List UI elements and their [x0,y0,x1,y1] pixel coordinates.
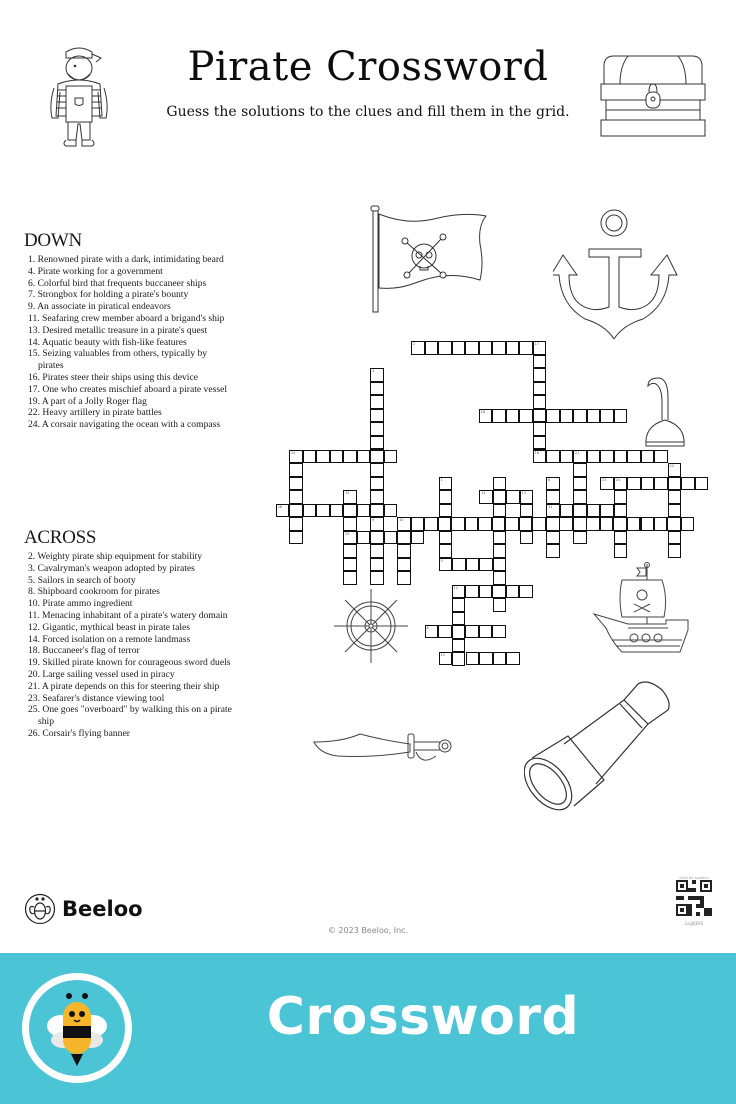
grid-cell[interactable] [546,450,560,464]
grid-cell[interactable] [614,544,628,558]
grid-cell[interactable] [560,450,574,464]
grid-cell[interactable] [600,517,614,531]
clue-number: 9 [372,518,375,522]
grid-cell[interactable] [493,544,507,558]
grid-cell[interactable] [384,504,398,518]
grid-cell[interactable] [505,517,519,531]
page-title: Pirate Crossword [187,44,549,90]
grid-cell[interactable] [478,517,492,531]
grid-cell[interactable] [343,558,357,572]
pirate-ship-icon [592,562,692,662]
grid-cell[interactable] [493,598,507,612]
clue-across: 25. One goes "overboard" by walking this on a pirate ship [28,704,232,728]
grid-cell[interactable] [520,504,534,518]
clue-number: 3 [440,558,443,563]
clue-down: 4. Pirate working for a government [28,265,163,277]
grid-cell[interactable] [492,409,506,423]
grid-cell[interactable] [573,450,587,464]
grid-cell[interactable] [330,504,344,518]
clue-down: 9. An associate in piratical endeavors [28,301,171,313]
grid-cell[interactable] [439,544,453,558]
grid-cell[interactable] [533,422,547,436]
grid-cell[interactable] [613,517,627,531]
bee-logo-icon [24,893,56,925]
grid-cell[interactable] [439,531,453,545]
grid-cell[interactable] [343,490,357,504]
grid-cell[interactable] [614,450,628,464]
clue-down: 14. Aquatic beauty with fish-like features [28,336,187,348]
grid-cell[interactable] [289,450,303,464]
grid-cell[interactable] [370,382,384,396]
grid-cell[interactable] [357,504,371,518]
grid-cell[interactable] [343,544,357,558]
grid-cell[interactable] [452,652,466,666]
grid-cell[interactable] [479,625,493,639]
grid-cell[interactable] [425,625,439,639]
grid-cell[interactable] [492,341,506,355]
grid-cell[interactable] [586,517,600,531]
grid-cell[interactable] [370,463,384,477]
qr-code-icon [676,880,712,916]
grid-cell[interactable] [384,531,398,545]
brand-name: Beeloo [62,897,143,921]
clue-across: 2. Weighty pirate ship equipment for stability [28,551,203,562]
grid-cell[interactable] [546,477,560,491]
clue-across: 10. Pirate ammo ingredient [28,598,133,610]
grid-cell[interactable] [668,531,682,545]
grid-cell[interactable] [343,531,357,545]
grid-cell[interactable] [493,571,507,585]
grid-cell[interactable] [654,450,668,464]
clue-number: 24 [291,450,296,455]
grid-cell[interactable] [546,544,560,558]
clue-across: 19. Skilled pirate known for courageous sword duels [28,657,231,669]
grid-cell[interactable] [519,517,533,531]
grid-cell[interactable] [506,409,520,423]
clue-across: 21. A pirate depends on this for steering their ship [28,680,220,692]
grid-cell[interactable] [370,368,384,382]
spyglass-icon [524,680,674,814]
grid-cell[interactable] [289,504,303,518]
clue-number: 13 [521,491,526,495]
grid-cell[interactable] [465,341,479,355]
grid-cell[interactable] [370,450,384,464]
grid-cell[interactable] [276,504,290,518]
grid-cell[interactable] [452,639,466,653]
grid-cell[interactable] [466,558,480,572]
clue-down: 11. Seafaring crew member aboard a brigand's ship [28,312,225,324]
grid-cell[interactable] [614,531,628,545]
grid-cell[interactable] [533,395,547,409]
clue-across: 11. Menacing inhabitant of a pirate's watery domain [28,609,228,621]
grid-cell[interactable] [533,436,547,450]
cutlass-icon [312,730,458,774]
clue-down: 1. Renowned pirate with a dark, intimidating beard [28,254,224,265]
clue-number: 22 [669,464,674,468]
grid-cell[interactable] [289,531,303,545]
grid-cell[interactable] [384,450,398,464]
grid-cell[interactable] [479,409,493,423]
grid-cell[interactable] [533,382,547,396]
beeloo-logo[interactable] [24,893,143,925]
grid-cell[interactable] [343,450,357,464]
grid-cell[interactable] [439,477,453,491]
down-clues [24,230,234,431]
grid-cell[interactable] [370,422,384,436]
grid-cell[interactable] [506,585,520,599]
grid-cell[interactable] [546,504,560,518]
grid-cell[interactable] [397,558,411,572]
grid-cell[interactable] [493,652,507,666]
grid-cell[interactable] [465,585,479,599]
grid-cell[interactable] [370,504,384,518]
grid-cell[interactable] [546,531,560,545]
grid-cell[interactable] [600,504,614,518]
grid-cell[interactable] [479,341,493,355]
grid-cell[interactable] [465,517,479,531]
grid-cell[interactable] [668,504,682,518]
grid-cell[interactable] [573,463,587,477]
clue-number: 12 [440,652,445,657]
grid-cell[interactable] [668,490,682,504]
grid-cell[interactable] [573,490,587,504]
grid-cell[interactable] [451,517,465,531]
grid-cell[interactable] [614,409,628,423]
pirate-hook-icon [638,372,688,448]
grid-cell[interactable] [560,504,574,518]
clue-number: 25 [345,531,350,536]
grid-cell[interactable] [357,531,371,545]
grid-cell[interactable] [452,341,466,355]
clue-down: 13. Desired metallic treasure in a pirate's quest [28,324,208,336]
clue-number: 14 [481,491,486,495]
grid-cell[interactable] [370,409,384,423]
grid-cell[interactable] [546,490,560,504]
clue-across: 18. Buccaneer's flag of terror [28,645,140,657]
clue-down: 15. Seizing valuables from others, typically by pirates [28,348,208,372]
grid-cell[interactable] [370,490,384,504]
grid-cell[interactable] [439,504,453,518]
clue-across: 3. Cavalryman's weapon adopted by pirates [28,562,195,574]
grid-cell[interactable] [479,652,493,666]
grid-cell[interactable] [370,544,384,558]
grid-cell[interactable] [614,490,628,504]
grid-cell[interactable] [370,477,384,491]
grid-cell[interactable] [438,341,452,355]
grid-cell[interactable] [573,504,587,518]
grid-cell[interactable] [479,490,493,504]
grid-cell[interactable] [452,612,466,626]
grid-cell[interactable] [439,490,453,504]
grid-cell[interactable] [546,409,560,423]
crossword-banner [0,953,736,1104]
grid-cell[interactable] [330,450,344,464]
grid-cell[interactable] [520,490,534,504]
grid-cell[interactable] [397,517,411,531]
grid-cell[interactable] [533,355,547,369]
down-heading: DOWN [24,230,82,251]
grid-cell[interactable] [439,558,453,572]
grid-cell[interactable] [452,585,466,599]
ship-wheel-icon [332,587,410,665]
grid-cell[interactable] [695,477,709,491]
grid-cell[interactable] [303,504,317,518]
clue-number: 18 [480,410,485,414]
grid-cell[interactable] [533,409,547,423]
grid-cell[interactable] [357,450,371,464]
grid-cell[interactable] [466,652,480,666]
grid-cell[interactable] [452,625,466,639]
grid-cell[interactable] [397,544,411,558]
grid-cell[interactable] [479,558,493,572]
clue-number: 11 [453,585,458,590]
grid-cell[interactable] [289,477,303,491]
grid-cell[interactable] [573,517,587,531]
grid-cell[interactable] [506,341,520,355]
grid-cell[interactable] [370,395,384,409]
grid-cell[interactable] [614,504,628,518]
clue-number: 11 [548,504,553,509]
grid-cell[interactable] [479,585,493,599]
grid-cell[interactable] [627,517,641,531]
grid-cell[interactable] [506,490,520,504]
pirate-character-icon [46,44,112,150]
grid-cell[interactable] [573,531,587,545]
anchor-icon [553,205,679,339]
clue-number: 10 [399,518,404,522]
clue-number: 23 [602,477,607,482]
clue-number: 6 [548,477,551,482]
grid-cell[interactable] [600,409,614,423]
grid-cell[interactable] [370,558,384,572]
grid-cell[interactable] [343,571,357,585]
grid-cell[interactable] [641,450,655,464]
clue-number: 4 [372,369,375,373]
treasure-chest-icon [600,52,706,138]
clue-down: 6. Colorful bird that frequents buccaneer ships [28,277,207,289]
across-heading: ACROSS [24,527,97,548]
grid-cell[interactable] [439,652,453,666]
grid-cell[interactable] [316,504,330,518]
clue-number: 15 [345,491,350,495]
qr-caption: Scan for solution [679,876,709,880]
grid-cell[interactable] [681,477,695,491]
clue-number: 2 [413,342,416,346]
grid-cell[interactable] [370,436,384,450]
grid-cell[interactable] [600,450,614,464]
grid-cell[interactable] [641,477,655,491]
grid-cell[interactable] [343,517,357,531]
clue-number: 24 [615,477,620,482]
grid-cell[interactable] [492,625,506,639]
grid-cell[interactable] [411,517,425,531]
grid-cell[interactable] [492,585,506,599]
grid-cell[interactable] [533,368,547,382]
grid-cell[interactable] [289,463,303,477]
grid-cell[interactable] [627,450,641,464]
solution-qr[interactable] [676,876,712,926]
grid-cell[interactable] [465,625,479,639]
grid-cell[interactable] [533,450,547,464]
grid-cell[interactable] [560,409,574,423]
clue-down: 7. Strongbox for holding a pirate's bounty [28,289,189,301]
grid-cell[interactable] [343,504,357,518]
grid-cell[interactable] [316,450,330,464]
grid-cell[interactable] [681,517,695,531]
clue-down: 24. A corsair navigating the ocean with a compass [28,419,221,431]
clue-number: 21 [575,450,580,455]
grid-cell[interactable] [519,341,533,355]
grid-cell[interactable] [493,477,507,491]
banner-label: Crossword [266,987,580,1047]
grid-cell[interactable] [654,517,668,531]
clue-number: 16 [534,450,539,455]
grid-cell[interactable] [289,517,303,531]
grid-cell[interactable] [370,531,384,545]
grid-cell[interactable] [532,517,546,531]
grid-cell[interactable] [370,517,384,531]
clue-across: 26. Corsair's flying banner [28,727,130,739]
grid-cell[interactable] [438,625,452,639]
qr-code-text: Grg8JEKS [684,921,704,926]
page-subtitle: Guess the solutions to the clues and fill them in the grid. [166,104,570,120]
copyright: © 2023 Beeloo, Inc. [327,926,409,935]
grid-cell[interactable] [667,517,681,531]
grid-cell[interactable] [303,450,317,464]
grid-cell[interactable] [641,517,655,531]
clue-down: 19. A part of a Jolly Roger flag [28,395,147,407]
grid-cell[interactable] [519,585,533,599]
clue-down: 22. Heavy artillery in pirate battles [28,407,162,419]
grid-cell[interactable] [668,544,682,558]
grid-cell[interactable] [546,517,560,531]
grid-cell[interactable] [452,558,466,572]
clue-across: 12. Gigantic, mythical beast in pirate tales [28,621,190,633]
grid-cell[interactable] [533,341,547,355]
clue-across: 8. Shipboard cookroom for pirates [28,586,160,598]
grid-cell[interactable] [614,477,628,491]
grid-cell[interactable] [519,409,533,423]
grid-cell[interactable] [587,450,601,464]
clue-number: 17 [534,342,539,346]
grid-cell[interactable] [493,531,507,545]
grid-cell[interactable] [668,477,682,491]
grid-cell[interactable] [424,517,438,531]
grid-cell[interactable] [520,531,534,545]
clue-across: 14. Forced isolation on a remote landmass [28,633,191,645]
clue-across: 23. Seafarer's distance viewing tool [28,692,165,704]
clue-across: 5. Sailors in search of booty [28,574,136,586]
grid-cell[interactable] [492,517,506,531]
grid-cell[interactable] [397,531,411,545]
clue-number: 1 [440,477,443,482]
grid-cell[interactable] [587,409,601,423]
grid-cell[interactable] [452,598,466,612]
clue-down: 17. One who creates mischief aboard a pirate vessel [28,383,227,395]
grid-cell[interactable] [587,504,601,518]
grid-cell[interactable] [600,477,614,491]
grid-cell[interactable] [493,558,507,572]
jolly-roger-flag-icon [368,204,490,314]
grid-cell[interactable] [506,652,520,666]
grid-cell[interactable] [289,490,303,504]
grid-cell[interactable] [668,463,682,477]
clue-down: 16. Pirates steer their ships using this device [28,371,198,383]
clue-across: 20. Large sailing vessel used in piracy [28,668,175,680]
grid-cell[interactable] [411,531,425,545]
grid-cell[interactable] [627,477,641,491]
clue-number: 26 [277,504,282,509]
grid-cell[interactable] [559,517,573,531]
grid-cell[interactable] [438,517,452,531]
across-clues [24,527,234,740]
grid-cell[interactable] [573,409,587,423]
grid-cell[interactable] [493,490,507,504]
grid-cell[interactable] [573,477,587,491]
grid-cell[interactable] [370,571,384,585]
grid-cell[interactable] [493,504,507,518]
clue-number: 8 [426,625,429,630]
grid-cell[interactable] [411,341,425,355]
grid-cell[interactable] [425,341,439,355]
grid-cell[interactable] [654,477,668,491]
grid-cell[interactable] [397,571,411,585]
